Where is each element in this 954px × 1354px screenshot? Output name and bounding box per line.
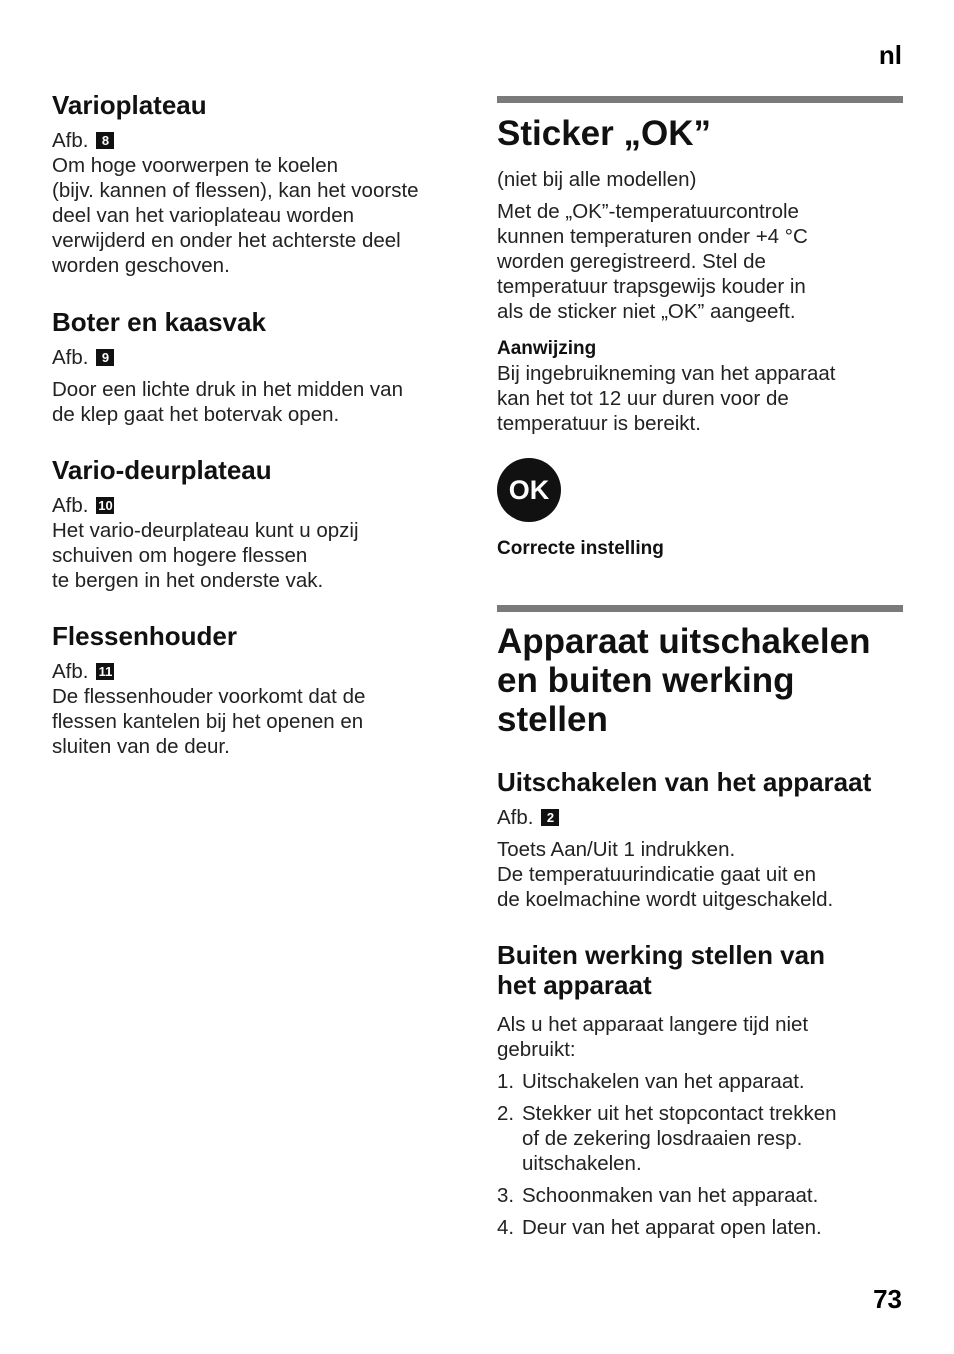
list-item xyxy=(497,1215,907,1240)
section-sticker-ok xyxy=(497,114,907,436)
chapter-title-line: stellen xyxy=(497,700,608,739)
chapter-title-line: Apparaat uitschakelen xyxy=(497,622,871,661)
steps-list xyxy=(497,1069,907,1240)
body-line: gebruikt: xyxy=(497,1038,576,1061)
list-item xyxy=(497,1183,907,1208)
step-line: Deur van het apparat open laten. xyxy=(522,1216,822,1239)
ok-sticker-icon: OK xyxy=(497,458,561,522)
body-line: te bergen in het onderste vak. xyxy=(52,569,324,592)
chapter-title-line: en buiten werking xyxy=(497,661,795,700)
figure-reference xyxy=(497,805,907,830)
step-line: uitschakelen. xyxy=(522,1152,642,1175)
body-line: De temperatuurindicatie gaat uit en xyxy=(497,863,817,886)
step-number: 4. xyxy=(497,1216,515,1239)
section-uitschakelen xyxy=(497,767,907,912)
figure-label: Afb. xyxy=(52,129,89,152)
figure-reference xyxy=(52,345,462,370)
body-line: Om hoge voorwerpen te koelen xyxy=(52,154,339,177)
body-line: kunnen temperaturen onder +4 °C xyxy=(497,225,808,248)
step-line: Uitschakelen van het apparaat. xyxy=(522,1070,805,1093)
body-line: Door een lichte druk in het midden van xyxy=(52,378,403,401)
body-line: flessen kantelen bij het openen en xyxy=(52,710,364,733)
body-line: als de sticker niet „OK” aangeeft. xyxy=(497,300,796,323)
body-line: schuiven om hogere flessen xyxy=(52,544,308,567)
figure-number-badge: 10 xyxy=(98,498,113,513)
body-line: de koelmachine wordt uitgeschakeld. xyxy=(497,888,834,911)
figure-number-badge: 11 xyxy=(96,663,114,680)
subtitle: (niet bij alle modellen) xyxy=(497,168,697,191)
body-line: Het vario-deurplateau kunt u opzij xyxy=(52,519,359,542)
section-buiten-werking xyxy=(497,940,907,1247)
step-number: 2. xyxy=(497,1102,515,1125)
figure-number-badge: 9 xyxy=(96,349,114,366)
figure-label: Afb. xyxy=(52,346,89,369)
step-number: 3. xyxy=(497,1184,515,1207)
body-line: Als u het apparaat langere tijd niet xyxy=(497,1013,809,1036)
section-boter-en-kaasvak xyxy=(52,307,462,427)
body-line: temperatuur trapsgewijs kouder in xyxy=(497,275,806,298)
body-line: Toets Aan/Uit 1 indrukken. xyxy=(497,838,736,861)
step-line: of de zekering losdraaien resp. xyxy=(522,1127,803,1150)
body-line: (bijv. kannen of flessen), kan het voorste xyxy=(52,179,419,202)
section-title: Flessenhouder xyxy=(52,621,237,651)
section-apparaat-uitschakelen xyxy=(497,622,907,739)
section-flessenhouder xyxy=(52,621,462,759)
figure-reference xyxy=(52,493,462,518)
note-line: temperatuur is bereikt. xyxy=(497,412,701,435)
section-divider xyxy=(497,96,903,103)
note-title: Aanwijzing xyxy=(497,338,597,359)
section-title: Boter en kaasvak xyxy=(52,307,266,337)
badge-caption: Correcte instelling xyxy=(497,538,664,559)
body-line: worden geschoven. xyxy=(52,254,230,277)
section-title: Uitschakelen van het apparaat xyxy=(497,767,872,797)
section-title-line: het apparaat xyxy=(497,970,652,1000)
note-line: kan het tot 12 uur duren voor de xyxy=(497,387,789,410)
figure-label: Afb. xyxy=(52,660,89,683)
figure-label: Afb. xyxy=(497,806,534,829)
body-line: sluiten van de deur. xyxy=(52,735,230,758)
list-item xyxy=(497,1069,907,1094)
step-number: 1. xyxy=(497,1070,515,1093)
section-vario-deurplateau xyxy=(52,455,462,593)
figure-reference xyxy=(52,659,462,684)
chapter-title: Sticker „OK” xyxy=(497,114,711,153)
body-line: De flessenhouder voorkomt dat de xyxy=(52,685,366,708)
body-line: deel van het varioplateau worden xyxy=(52,204,355,227)
section-divider xyxy=(497,605,903,612)
step-line: Schoonmaken van het apparaat. xyxy=(522,1184,819,1207)
section-title-line: Buiten werking stellen van xyxy=(497,940,825,970)
figure-label: Afb. xyxy=(52,494,89,517)
section-varioplateau xyxy=(52,90,462,278)
page-number: 73 xyxy=(873,1284,902,1314)
list-item xyxy=(497,1101,907,1176)
body-line: de klep gaat het botervak open. xyxy=(52,403,340,426)
section-title: Vario-deurplateau xyxy=(52,455,272,485)
body-line: worden geregistreerd. Stel de xyxy=(497,250,766,273)
figure-reference xyxy=(52,128,462,153)
section-title: Varioplateau xyxy=(52,90,207,120)
body-line: verwijderd en onder het achterste deel xyxy=(52,229,401,252)
note-line: Bij ingebruikneming van het apparaat xyxy=(497,362,836,385)
body-line: Met de „OK”-temperatuurcontrole xyxy=(497,200,799,223)
language-label: nl xyxy=(878,40,902,70)
step-line: Stekker uit het stopcontact trekken xyxy=(522,1102,837,1125)
figure-number-badge: 8 xyxy=(96,132,114,149)
figure-number-badge: 2 xyxy=(541,809,559,826)
